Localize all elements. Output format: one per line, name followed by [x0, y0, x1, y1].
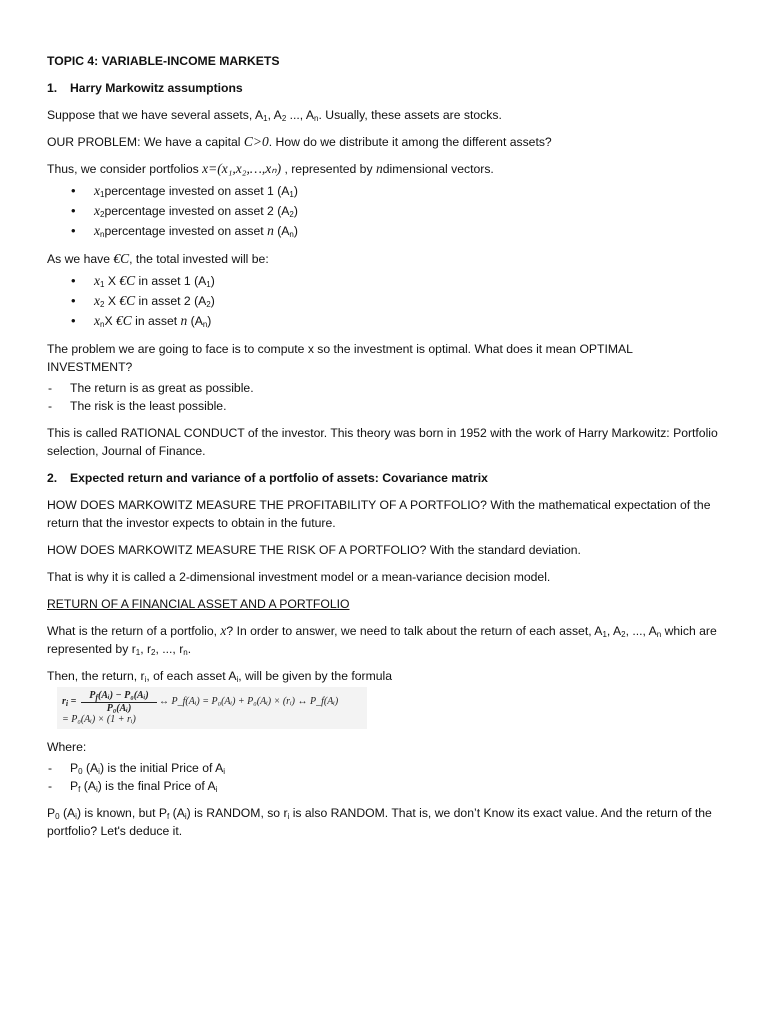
math-expression: €C [119, 293, 136, 308]
paragraph-random: $P_0$ $(A_i)$ is known, but $P_f$ $(A_i)$ is RANDOM, so $r_i$ is also RANDOM. That is, we don’t Know its exact value. And the return of the portfolio? Let's deduce it. [47, 806, 712, 838]
text: OUR PROBLEM: We have a capital [47, 135, 244, 149]
text: which are represented by r [47, 624, 717, 656]
paragraph-rational-conduct: This is called RATIONAL CONDUCT of the investor. This theory was born in 1952 with the work of Harry Markowitz: Portfolio selection, Journal of Finance. [47, 426, 718, 458]
text: Then, the return, r [47, 669, 145, 683]
text: dimensional vectors. [382, 162, 494, 176]
text: X [104, 294, 120, 308]
text: P [89, 690, 96, 701]
text: (A [273, 224, 290, 238]
math-var: x [94, 293, 100, 308]
text: ..., A [286, 108, 315, 122]
list-item: • $x_1$ X €C in asset 1 $(A_1)$ [47, 271, 719, 291]
text: is also RANDOM. That is, we don’t Know its exact value. And the return of the portfolio? Let's deduce it. [47, 806, 712, 838]
math-expression: C>0 [243, 134, 269, 149]
text: As we have [47, 252, 114, 266]
text: P [70, 779, 79, 793]
text: in asset [131, 314, 181, 328]
list-item: - The return is as great as possible. [47, 379, 719, 397]
paragraph-where: Where: [47, 740, 87, 754]
subscript: 2 [100, 300, 105, 309]
paragraph-profitability: HOW DOES MARKOWITZ MEASURE THE PROFITABILITY OF A PORTFOLIO? With the mathematical expectation of the return that the investor expects to obtain in the future. [47, 498, 711, 530]
paragraph-problem [47, 133, 719, 151]
text: X [104, 314, 116, 328]
list-item: - $P_0$ $(A_i)$ is the initial Price of $A_i$ [47, 759, 719, 777]
text: , of each asset A [146, 669, 237, 683]
list-item: - $P_f$ $(A_i)$ is the final Price of $A_i$ [47, 777, 719, 795]
math-var: x [94, 273, 100, 288]
paragraph-portfolio-return: What is the return of a portfolio, x? In order to answer, we need to talk about the return of each asset, $A_1$, $A_2$, ..., $A_n$ which are represented by $r_1$, $r_2$, ..., $r_n$. [47, 623, 717, 657]
subscript: 2 [100, 210, 105, 219]
paragraph-optimal: The problem we are going to face is to compute x so the investment is optimal. What does it mean OPTIMAL INVESTMENT? [47, 342, 633, 374]
text: in asset 2 (A [135, 294, 207, 308]
subscript: n [100, 320, 105, 329]
text: ) is the final Price of A [97, 779, 216, 793]
math-var: x [220, 623, 227, 638]
text: ) [293, 184, 298, 198]
text: , the total invested will be: [129, 252, 269, 266]
percentage-list [47, 181, 719, 241]
text: percentage invested on asset 1 (A [104, 184, 290, 198]
subheading-return: RETURN OF A FINANCIAL ASSET AND A PORTFOLIO [47, 597, 350, 611]
section-number: 1. [47, 81, 58, 95]
math-var: n [180, 313, 188, 328]
text: ) [293, 224, 298, 238]
formula-fraction [81, 689, 157, 715]
formula-rhs-continued: = P₀(Aᵢ) × (1 + rᵢ) [62, 714, 136, 725]
text: Thus, we consider portfolios [47, 162, 203, 176]
section-heading-1 [47, 79, 719, 97]
text: (A [80, 779, 96, 793]
text: , represented by [281, 162, 376, 176]
text: percentage invested on asset [104, 224, 268, 238]
text: (Aᵢ) − P₀(Aᵢ) [98, 690, 149, 701]
list-item: • $x_nX$ €C in asset n $(A_n)$ [47, 311, 719, 331]
math-var: x [94, 183, 100, 198]
section-number: 2. [47, 471, 58, 485]
text: X [104, 274, 120, 288]
text: ) is the initial Price of A [99, 761, 224, 775]
math-var: x [94, 223, 100, 238]
text: (A [82, 761, 99, 775]
text: (A [59, 806, 76, 820]
investment-list [47, 271, 719, 331]
math-expression: €C [113, 251, 130, 266]
text: percentage invested on asset 2 (A [104, 204, 290, 218]
list-item: • $x_2$ X €C in asset 2 $(A_2)$ [47, 291, 719, 311]
subscript: 1 [100, 280, 105, 289]
formula-rhs: ↔ P_f(Aᵢ) = P₀(Aᵢ) + P₀(Aᵢ) × (rᵢ) ↔ P_f(Aᵢ) [159, 696, 339, 707]
paragraph-assets: Suppose that we have several assets, $A_1$, $A_2$ ..., $A_n$. Usually, these assets are stocks. [47, 108, 502, 123]
list-item: - The risk is the least possible. [47, 397, 719, 415]
text: . How do we distribute it among the different assets? [268, 135, 552, 149]
subscript: 1 [100, 190, 105, 199]
paragraph-model: That is why it is called a 2-dimensional investment model or a mean-variance decision model. [47, 570, 551, 584]
text: , will be given by the formula [238, 669, 393, 683]
text: ) [210, 294, 215, 308]
formula-lhs: $r_i$ = [62, 696, 77, 708]
text: ) [210, 274, 215, 288]
text: P [47, 806, 56, 820]
math-var: x [94, 313, 100, 328]
text: ) [293, 204, 298, 218]
document-page [47, 52, 719, 840]
price-definitions-list [47, 759, 719, 795]
subscript: f [78, 785, 81, 794]
list-item: • $x_npercentage$ invested on asset n $(A_n)$ [47, 221, 719, 241]
text: ) [207, 314, 212, 328]
math-expression: €C [119, 273, 136, 288]
subscript: n [100, 230, 105, 239]
paragraph-risk: HOW DOES MARKOWITZ MEASURE THE RISK OF A PORTFOLIO? With the standard deviation. [47, 543, 581, 557]
text: in asset 1 (A [135, 274, 207, 288]
text: r [62, 696, 66, 707]
text: Suppose that we have several assets, A [47, 108, 264, 122]
math-expression: €C [115, 313, 132, 328]
return-formula-image [57, 687, 367, 729]
optimal-criteria-list [47, 379, 719, 415]
text: (A [169, 806, 185, 820]
document-title: TOPIC 4: VARIABLE-INCOME MARKETS [47, 54, 280, 68]
text: ) is RANDOM, so r [186, 806, 288, 820]
text: , r [140, 642, 152, 656]
math-expression: n [375, 161, 383, 176]
math-expression: x=(x₁,x₂,…,xₙ) [202, 161, 282, 176]
text: ? In order to answer, we need to talk about the return of each asset, A [226, 624, 603, 638]
text: What is the return of a portfolio, [47, 624, 221, 638]
formula-denominator: P₀(Aᵢ) [106, 703, 132, 714]
math-var: n [267, 223, 274, 238]
text: , A [606, 624, 622, 638]
section-heading-2 [47, 469, 719, 487]
formula-numerator: $P_f(Aᵢ)$ − P₀(Aᵢ) [81, 689, 157, 703]
text: . [187, 642, 192, 656]
text: , A [267, 108, 282, 122]
text: , ..., A [625, 624, 657, 638]
subscript: 0 [78, 767, 83, 776]
paragraph-formula-intro: Then, the return, $r_i$, of each asset $A_i$, will be given by the formula [47, 669, 393, 684]
section-title: Expected return and variance of a portfolio of assets: Covariance matrix [70, 471, 488, 485]
text: P [70, 761, 79, 775]
paragraph-portfolios [47, 160, 719, 178]
list-item: • $x_2percentage$ invested on asset 2 $(A_2)$ [47, 201, 719, 221]
math-var: x [94, 203, 100, 218]
text: ) is known, but P [76, 806, 168, 820]
paragraph-total [47, 250, 719, 268]
text: , ..., r [155, 642, 184, 656]
list-item: • $x_1percentage$ invested on asset 1 $(A_1)$ [47, 181, 719, 201]
section-title: Harry Markowitz assumptions [70, 81, 243, 95]
text: (A [187, 314, 203, 328]
text: . Usually, these assets are stocks. [318, 108, 502, 122]
